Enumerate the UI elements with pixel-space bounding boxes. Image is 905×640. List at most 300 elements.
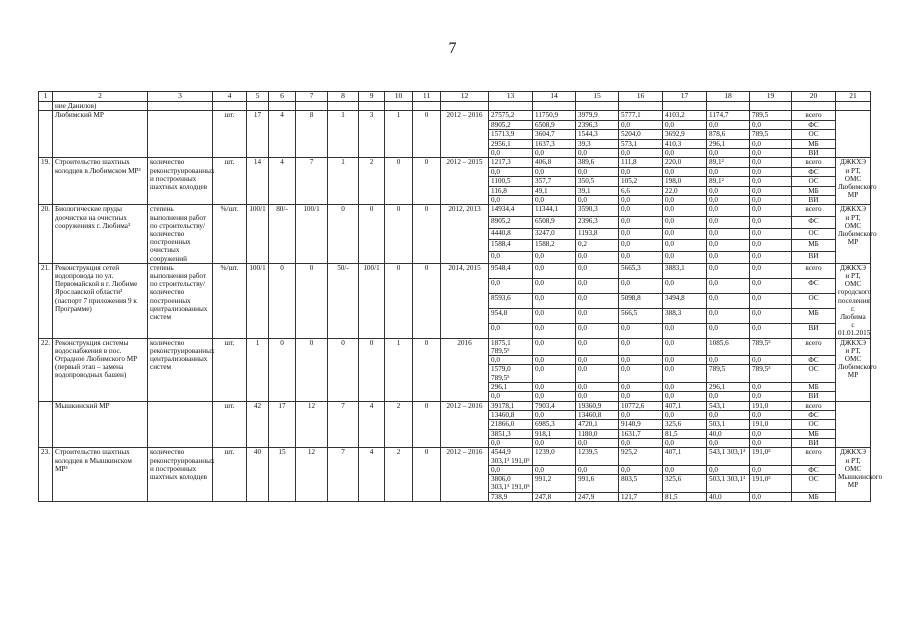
column-number: 10 xyxy=(385,92,413,102)
funding-source-cell: МБ xyxy=(792,382,836,391)
amount-cell: 0,0 xyxy=(619,120,663,129)
amount-cell: 0,0 xyxy=(489,251,533,263)
amount-cell: 2396,3 xyxy=(576,216,619,228)
amount-cell: 789,5 xyxy=(707,365,750,382)
funding-source-cell: ФС xyxy=(792,120,836,129)
amount-cell: 407,1 xyxy=(663,448,707,465)
amount-cell: 9140,9 xyxy=(619,420,663,429)
amount-cell: 296,1 xyxy=(489,382,533,391)
amount-cell: 1875,1 789,5⁵ xyxy=(489,338,533,355)
amount-cell: 789,5 xyxy=(750,130,792,139)
amount-cell: 1637,3 xyxy=(533,139,576,148)
amount-cell: 10772,6 xyxy=(619,401,663,410)
amount-cell: 2956,1 xyxy=(489,139,533,148)
amount-cell: 325,6 xyxy=(663,420,707,429)
amount-cell: 738,9 xyxy=(489,492,533,501)
amount-cell: 116,8 xyxy=(489,186,533,195)
amount-cell: 0,0 xyxy=(576,338,619,355)
indicator-value-cell: 40 xyxy=(247,448,269,502)
indicator-value-cell: 0 xyxy=(269,263,296,338)
amount-cell: 5098,8 xyxy=(619,293,663,308)
amount-cell: 0,0 xyxy=(576,263,619,278)
funding-source-cell: всего xyxy=(792,448,836,465)
amount-cell: 0,0 xyxy=(619,228,663,240)
amount-cell: 0,0 xyxy=(663,228,707,240)
amount-cell: 89,1² xyxy=(707,158,750,167)
column-number: 7 xyxy=(296,92,328,102)
amount-cell: 1174,7 xyxy=(707,111,750,120)
amount-cell: 0,0 xyxy=(663,195,707,204)
executor-cell: ДЖКХЭ и РТ, ОМС Любимского МР xyxy=(836,205,871,263)
amount-cell: 918,1 xyxy=(533,429,576,438)
funding-source-cell: всего xyxy=(792,401,836,410)
amount-cell: 0,0 xyxy=(619,148,663,157)
amount-cell: 0,0 xyxy=(750,228,792,240)
amount-cell: 925,2 xyxy=(619,448,663,465)
amount-cell: 0,0 xyxy=(707,308,750,323)
amount-cell: 3590,3 xyxy=(576,205,619,217)
amount-cell: 789,5 xyxy=(750,111,792,120)
amount-cell: 39178,1 xyxy=(489,401,533,410)
amount-cell: 89,1² xyxy=(707,177,750,186)
amount-cell: 0,0 xyxy=(707,195,750,204)
amount-cell: 0,0 xyxy=(750,439,792,448)
amount-cell: 7903,4 xyxy=(533,401,576,410)
indicator-value-cell: 1 xyxy=(385,338,413,401)
indicator-value-cell: 0 xyxy=(413,448,441,502)
funding-source-cell: ВИ xyxy=(792,148,836,157)
amount-cell: 2396,3 xyxy=(576,120,619,129)
measure-name-cell: Строительство шахтных колодцев в Любимском МР³ xyxy=(53,158,148,205)
indicator-value-cell: 0 xyxy=(359,205,385,263)
amount-cell: 0,0 xyxy=(663,120,707,129)
column-number: 18 xyxy=(707,92,750,102)
amount-cell: 0,0 xyxy=(533,293,576,308)
amount-cell: 0,0 xyxy=(707,355,750,364)
amount-cell: 0,0 xyxy=(533,439,576,448)
amount-cell: 8905,2 xyxy=(489,120,533,129)
amount-cell: 0,0 xyxy=(663,365,707,382)
amount-cell: 0,0 xyxy=(619,338,663,355)
measure-name-cell: Мышкинский МР xyxy=(53,401,148,448)
amount-cell: 3494,8 xyxy=(663,293,707,308)
table-row xyxy=(39,263,871,278)
amount-cell: 0,0 xyxy=(533,392,576,401)
period-cell: 2012 – 2016 xyxy=(441,448,489,502)
amount-cell: 0,0 xyxy=(489,439,533,448)
amount-cell: 0,0 xyxy=(707,323,750,338)
row-number-cell xyxy=(39,111,53,158)
amount-cell: 0,0 xyxy=(619,216,663,228)
continuation-text: ние Данилов) xyxy=(53,102,148,111)
amount-cell: 0,0 xyxy=(619,205,663,217)
amount-cell: 3604,7 xyxy=(533,130,576,139)
period-cell: 2014, 2015 xyxy=(441,263,489,338)
column-number: 13 xyxy=(489,92,533,102)
amount-cell: 247,8 xyxy=(533,492,576,501)
amount-cell: 6508,9 xyxy=(533,120,576,129)
amount-cell: 0,0 xyxy=(663,410,707,419)
table-row xyxy=(39,401,871,410)
funding-source-cell: ФС xyxy=(792,216,836,228)
amount-cell: 39,1 xyxy=(576,186,619,195)
amount-cell: 0,0 xyxy=(619,392,663,401)
amount-cell: 357,7 xyxy=(533,177,576,186)
amount-cell: 1100,5 xyxy=(489,177,533,186)
indicator-value-cell: 0 xyxy=(413,263,441,338)
amount-cell: 0,0 xyxy=(619,278,663,293)
indicator-value-cell: 1 xyxy=(247,338,269,401)
funding-source-cell: ВИ xyxy=(792,323,836,338)
indicator-value-cell: 1 xyxy=(328,158,359,205)
funding-source-cell: МБ xyxy=(792,429,836,438)
indicator-value-cell: 17 xyxy=(247,111,269,158)
amount-cell: 0,0 xyxy=(750,293,792,308)
funding-source-cell: всего xyxy=(792,263,836,278)
column-number: 2 xyxy=(53,92,148,102)
funding-source-cell: всего xyxy=(792,205,836,217)
funding-source-cell: ОС xyxy=(792,420,836,429)
executor-cell xyxy=(836,111,871,158)
row-number-cell: 20. xyxy=(39,205,53,263)
row-number-cell: 22. xyxy=(39,338,53,401)
amount-cell: 0,0 xyxy=(750,410,792,419)
amount-cell: 0,0 xyxy=(750,139,792,148)
column-number: 3 xyxy=(148,92,213,102)
program-table xyxy=(38,91,883,502)
period-cell: 2012 – 2016 xyxy=(441,401,489,448)
funding-source-cell: МБ xyxy=(792,492,836,501)
funding-source-cell: МБ xyxy=(792,308,836,323)
indicator-value-cell: 42 xyxy=(247,401,269,448)
amount-cell: 0,0 xyxy=(663,439,707,448)
measure-name-cell: Реконструкция сетей водопровода по ул. Первомайской в г. Любиме Ярославской области³ (паспорт 7 приложения 9 к Программе) xyxy=(53,263,148,338)
executor-cell xyxy=(836,401,871,448)
amount-cell: 0,0 xyxy=(663,465,707,474)
amount-cell: 1180,0 xyxy=(576,429,619,438)
column-number: 5 xyxy=(247,92,269,102)
column-number: 11 xyxy=(413,92,441,102)
unit-cell: шт. xyxy=(213,401,247,448)
amount-cell: 0,0 xyxy=(663,355,707,364)
amount-cell: 0,0 xyxy=(663,148,707,157)
amount-cell: 0,0 xyxy=(750,278,792,293)
amount-cell: 0,0 xyxy=(707,186,750,195)
amount-cell: 543,1 xyxy=(707,401,750,410)
amount-cell: 0,0 xyxy=(533,167,576,176)
amount-cell: 407,1 xyxy=(663,401,707,410)
indicator-value-cell: 0 xyxy=(269,338,296,401)
funding-source-cell: ВИ xyxy=(792,439,836,448)
amount-cell: 566,5 xyxy=(619,308,663,323)
indicator-value-cell: 0 xyxy=(296,338,328,401)
amount-cell: 5665,3 xyxy=(619,263,663,278)
amount-cell: 0,0 xyxy=(576,355,619,364)
executor-cell: ДЖКХЭ и РТ, ОМС Любимского МР xyxy=(836,158,871,205)
amount-cell: 388,3 xyxy=(663,308,707,323)
indicator-value-cell: 0 xyxy=(385,158,413,205)
amount-cell: 0,0 xyxy=(576,278,619,293)
measure-name-cell: Любимский МР xyxy=(53,111,148,158)
amount-cell: 0,0 xyxy=(576,465,619,474)
funding-source-cell: ОС xyxy=(792,177,836,186)
amount-cell: 0,0 xyxy=(663,278,707,293)
amount-cell: 0,0 xyxy=(489,355,533,364)
indicator-value-cell: 50/- xyxy=(328,263,359,338)
amount-cell: 0,0 xyxy=(533,365,576,382)
amount-cell: 8593,6 xyxy=(489,293,533,308)
amount-cell: 0,0 xyxy=(750,240,792,252)
indicator-cell: степень выполнения работ по строительству/ количество построенных очистных сооружений xyxy=(148,205,213,263)
amount-cell: 0,0 xyxy=(576,323,619,338)
indicator-value-cell: 0 xyxy=(413,158,441,205)
amount-cell: 220,0 xyxy=(663,158,707,167)
amount-cell: 21866,0 xyxy=(489,420,533,429)
measure-name-cell: Строительство шахтных колодцев в Мышкинском МР³ xyxy=(53,448,148,502)
column-number: 19 xyxy=(750,92,792,102)
indicator-cell xyxy=(148,111,213,158)
indicator-value-cell: 2 xyxy=(385,401,413,448)
amount-cell: 350,5 xyxy=(576,177,619,186)
indicator-value-cell: 0 xyxy=(413,338,441,401)
amount-cell: 1239,0 xyxy=(533,448,576,465)
amount-cell: 39,3 xyxy=(576,139,619,148)
indicator-cell: количество реконструированных централизованных систем xyxy=(148,338,213,401)
table-row xyxy=(39,158,871,167)
indicator-value-cell: 100/1 xyxy=(296,205,328,263)
indicator-value-cell: 7 xyxy=(328,401,359,448)
amount-cell: 0,0 xyxy=(750,195,792,204)
executor-cell: ДЖКХЭ и РТ, ОМС Мышкинского МР xyxy=(836,448,871,502)
amount-cell: 247,9 xyxy=(576,492,619,501)
amount-cell: 0,0 xyxy=(576,308,619,323)
amount-cell: 14934,4 xyxy=(489,205,533,217)
amount-cell: 0,0 xyxy=(619,167,663,176)
amount-cell: 0,0 xyxy=(619,355,663,364)
amount-cell: 0,0 xyxy=(619,323,663,338)
indicator-value-cell: 15 xyxy=(269,448,296,502)
indicator-value-cell: 0 xyxy=(385,263,413,338)
amount-cell: 0,0 xyxy=(619,365,663,382)
amount-cell: 0,0 xyxy=(707,240,750,252)
amount-cell: 991,6 xyxy=(576,475,619,492)
amount-cell: 1588,2 xyxy=(533,240,576,252)
amount-cell: 0,0 xyxy=(576,148,619,157)
indicator-value-cell: 1 xyxy=(385,111,413,158)
amount-cell: 991,2 xyxy=(533,475,576,492)
funding-source-cell: МБ xyxy=(792,139,836,148)
amount-cell: 3247,0 xyxy=(533,228,576,240)
amount-cell: 0,0 xyxy=(619,465,663,474)
amount-cell: 0,0 xyxy=(489,195,533,204)
column-number: 6 xyxy=(269,92,296,102)
amount-cell: 0,0 xyxy=(663,338,707,355)
amount-cell: 1193,8 xyxy=(576,228,619,240)
amount-cell: 0,0 xyxy=(750,392,792,401)
indicator-value-cell: 4 xyxy=(359,448,385,502)
amount-cell: 4103,2 xyxy=(663,111,707,120)
funding-source-cell: всего xyxy=(792,338,836,355)
amount-cell: 13460,8 xyxy=(576,410,619,419)
amount-cell: 0,0 xyxy=(750,216,792,228)
amount-cell: 0,0 xyxy=(750,465,792,474)
indicator-value-cell: 7 xyxy=(328,448,359,502)
amount-cell: 296,1 xyxy=(707,139,750,148)
amount-cell: 191,0 xyxy=(750,420,792,429)
column-number: 21 xyxy=(836,92,871,102)
amount-cell: 0,0 xyxy=(750,167,792,176)
amount-cell: 0,0 xyxy=(750,308,792,323)
indicator-value-cell: 4 xyxy=(269,158,296,205)
amount-cell: 1085,6 xyxy=(707,338,750,355)
amount-cell: 11344,1 xyxy=(533,205,576,217)
amount-cell: 13460,8 xyxy=(489,410,533,419)
indicator-value-cell: 8 xyxy=(296,111,328,158)
amount-cell: 8905,2 xyxy=(489,216,533,228)
amount-cell: 0,0 xyxy=(619,410,663,419)
amount-cell: 0,0 xyxy=(750,177,792,186)
amount-cell: 1588,4 xyxy=(489,240,533,252)
amount-cell: 1217,3 xyxy=(489,158,533,167)
amount-cell: 0,0 xyxy=(750,355,792,364)
page-number: 7 xyxy=(448,40,457,57)
indicator-cell: количество реконструированных и построенных шахтных колодцев xyxy=(148,448,213,502)
indicator-value-cell: 7 xyxy=(296,158,328,205)
funding-source-cell: МБ xyxy=(792,186,836,195)
amount-cell: 0,2 xyxy=(576,240,619,252)
amount-cell: 789,5⁵ xyxy=(750,365,792,382)
amount-cell: 0,0 xyxy=(533,338,576,355)
amount-cell: 5204,0 xyxy=(619,130,663,139)
column-number: 14 xyxy=(533,92,576,102)
amount-cell: 0,0 xyxy=(533,355,576,364)
amount-cell: 6985,3 xyxy=(533,420,576,429)
amount-cell: 0,0 xyxy=(663,251,707,263)
column-number: 1 xyxy=(39,92,53,102)
amount-cell: 1631,7 xyxy=(619,429,663,438)
period-cell: 2012 – 2016 xyxy=(441,111,489,158)
amount-cell: 111,8 xyxy=(619,158,663,167)
amount-cell: 0,0 xyxy=(663,392,707,401)
funding-source-cell: МБ xyxy=(792,240,836,252)
amount-cell: 0,0 xyxy=(576,382,619,391)
amount-cell: 0,0 xyxy=(489,278,533,293)
amount-cell: 0,0 xyxy=(533,148,576,157)
amount-cell: 0,0 xyxy=(533,465,576,474)
funding-source-cell: ФС xyxy=(792,278,836,293)
amount-cell: 0,0 xyxy=(663,167,707,176)
amount-cell: 4440,8 xyxy=(489,228,533,240)
indicator-value-cell: 0 xyxy=(359,338,385,401)
amount-cell: 543,1 303,1³ xyxy=(707,448,750,465)
amount-cell: 0,0 xyxy=(750,158,792,167)
table-row xyxy=(39,338,871,355)
indicator-value-cell: 0 xyxy=(296,263,328,338)
column-number: 17 xyxy=(663,92,707,102)
continuation-row xyxy=(39,102,871,111)
amount-cell: 0,0 xyxy=(707,293,750,308)
funding-source-cell: ОС xyxy=(792,228,836,240)
amount-cell: 5777,1 xyxy=(619,111,663,120)
amount-cell: 803,5 xyxy=(619,475,663,492)
amount-cell: 0,0 xyxy=(663,240,707,252)
amount-cell: 0,0 xyxy=(707,465,750,474)
amount-cell: 0,0 xyxy=(533,278,576,293)
amount-cell: 40,0 xyxy=(707,429,750,438)
row-number-cell: 19. xyxy=(39,158,53,205)
amount-cell: 0,0 xyxy=(707,392,750,401)
amount-cell: 878,6 xyxy=(707,130,750,139)
unit-cell: шт. xyxy=(213,158,247,205)
amount-cell: 0,0 xyxy=(619,251,663,263)
amount-cell: 0,0 xyxy=(707,205,750,217)
amount-cell: 1239,5 xyxy=(576,448,619,465)
indicator-value-cell: 3 xyxy=(359,111,385,158)
amount-cell: 0,0 xyxy=(489,465,533,474)
amount-cell: 0,0 xyxy=(707,228,750,240)
amount-cell: 27575,2 xyxy=(489,111,533,120)
amount-cell: 0,0 xyxy=(576,439,619,448)
unit-cell: шт. xyxy=(213,338,247,401)
indicator-value-cell: 100/1 xyxy=(247,205,269,263)
amount-cell: 81,5 xyxy=(663,492,707,501)
amount-cell: 954,8 xyxy=(489,308,533,323)
amount-cell: 0,0 xyxy=(707,251,750,263)
amount-cell: 0,0 xyxy=(750,251,792,263)
amount-cell: 191,0⁵ xyxy=(750,475,792,492)
amount-cell: 406,8 xyxy=(533,158,576,167)
indicator-value-cell: 12 xyxy=(296,448,328,502)
amount-cell: 789,5⁵ xyxy=(750,338,792,355)
indicator-value-cell: 0 xyxy=(413,111,441,158)
amount-cell: 0,0 xyxy=(576,167,619,176)
amount-cell: 4544,9 303,1³ 191,0⁵ xyxy=(489,448,533,465)
amount-cell: 4720,1 xyxy=(576,420,619,429)
amount-cell: 0,0 xyxy=(707,148,750,157)
amount-cell: 0,0 xyxy=(489,392,533,401)
amount-cell: 0,0 xyxy=(707,263,750,278)
amount-cell: 0,0 xyxy=(533,382,576,391)
amount-cell: 40,0 xyxy=(707,492,750,501)
amount-cell: 1579,0 789,5⁵ xyxy=(489,365,533,382)
amount-cell: 0,0 xyxy=(489,323,533,338)
funding-source-cell: ВИ xyxy=(792,392,836,401)
amount-cell: 81,5 xyxy=(663,429,707,438)
unit-cell: шт. xyxy=(213,111,247,158)
amount-cell: 0,0 xyxy=(576,365,619,382)
indicator-value-cell: 12 xyxy=(296,401,328,448)
column-number: 15 xyxy=(576,92,619,102)
indicator-value-cell: 14 xyxy=(247,158,269,205)
amount-cell: 22,0 xyxy=(663,186,707,195)
period-cell: 2016 xyxy=(441,338,489,401)
period-cell: 2012, 2013 xyxy=(441,205,489,263)
column-number: 16 xyxy=(619,92,663,102)
amount-cell: 0,0 xyxy=(663,382,707,391)
indicator-cell xyxy=(148,401,213,448)
amount-cell: 410,3 xyxy=(663,139,707,148)
amount-cell: 0,0 xyxy=(576,392,619,401)
row-number-cell: 23. xyxy=(39,448,53,502)
amount-cell: 503,1 xyxy=(707,420,750,429)
indicator-value-cell: 2 xyxy=(385,448,413,502)
amount-cell: 11750,9 xyxy=(533,111,576,120)
amount-cell: 0,0 xyxy=(619,439,663,448)
amount-cell: 0,0 xyxy=(533,323,576,338)
amount-cell: 0,0 xyxy=(750,186,792,195)
column-number: 9 xyxy=(359,92,385,102)
amount-cell: 0,0 xyxy=(750,263,792,278)
